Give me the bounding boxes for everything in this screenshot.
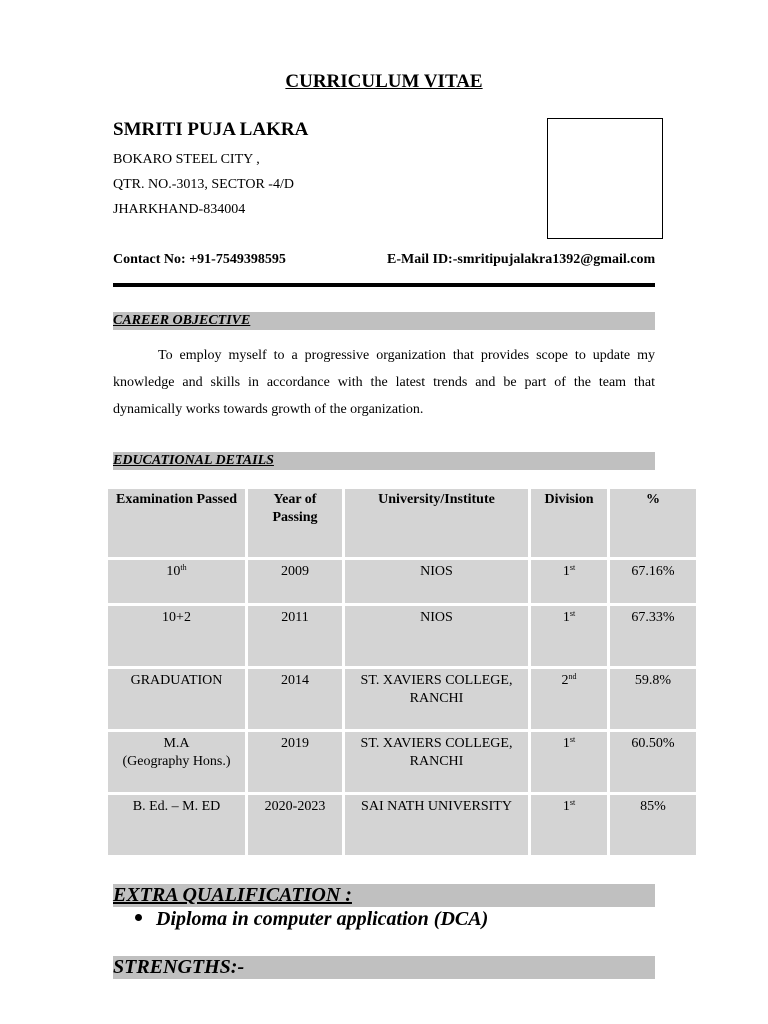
division-sup: st	[569, 609, 576, 618]
cell-percent: 67.16%	[610, 560, 696, 603]
section-heading-career: CAREER OBJECTIVE	[113, 312, 655, 330]
exam-value: 10	[166, 564, 181, 579]
email-address: E-Mail ID:-smritipujalakra1392@gmail.com	[387, 252, 656, 267]
cell-exam: 10+2	[108, 606, 245, 666]
table-row	[108, 606, 696, 666]
cell-institute: SAI NATH UNIVERSITY	[345, 795, 528, 855]
section-heading-extra-qualification: EXTRA QUALIFICATION :	[113, 884, 655, 907]
division-sup: nd	[568, 672, 577, 681]
table-row	[108, 795, 696, 855]
extra-qualification-item: Diploma in computer application (DCA)	[156, 908, 489, 930]
address-line-2: QTR. NO.-3013, SECTOR -4/D	[113, 177, 294, 192]
candidate-name: SMRITI PUJA LAKRA	[113, 119, 309, 140]
cell-division	[531, 606, 607, 666]
table-row	[108, 732, 696, 792]
col-header-institute: University/Institute	[345, 489, 528, 557]
institute-line-1: ST. XAVIERS COLLEGE,	[360, 673, 513, 688]
cell-year: 2014	[248, 669, 342, 729]
division-value: 1	[562, 564, 570, 579]
institute-line-2: RANCHI	[409, 754, 464, 769]
cell-percent: 67.33%	[610, 606, 696, 666]
col-header-percent: %	[610, 489, 696, 557]
cell-year: 2019	[248, 732, 342, 792]
cell-division	[531, 732, 607, 792]
list-item	[135, 908, 488, 931]
education-table	[105, 486, 699, 858]
division-value: 1	[562, 799, 570, 814]
division-sup: st	[569, 798, 576, 807]
career-objective-text: To employ myself to a progressive organization that provides scope to update my knowledge and skills in accordance with the latest trends and be part of the team that dynamically works towards growth of the organization.	[113, 348, 655, 417]
address-line-1: BOKARO STEEL CITY ,	[113, 152, 260, 167]
section-heading-strengths: STRENGTHS:-	[113, 956, 655, 979]
col-header-division: Division	[531, 489, 607, 557]
table-row	[108, 560, 696, 603]
table-row	[108, 669, 696, 729]
cell-percent: 59.8%	[610, 669, 696, 729]
cell-exam: B. Ed. – M. ED	[108, 795, 245, 855]
division-value: 2	[561, 673, 569, 688]
table-header-row	[108, 489, 696, 557]
address-line-3: JHARKHAND-834004	[113, 202, 246, 217]
cell-division	[531, 669, 607, 729]
institute-line-2: RANCHI	[409, 691, 464, 706]
cell-percent: 85%	[610, 795, 696, 855]
cell-percent: 60.50%	[610, 732, 696, 792]
document-title: CURRICULUM VITAE	[285, 71, 483, 92]
cell-institute	[345, 669, 528, 729]
division-value: 1	[562, 610, 570, 625]
cell-institute: NIOS	[345, 560, 528, 603]
exam-sup: th	[180, 563, 187, 572]
cell-exam	[108, 560, 245, 603]
institute-line-1: ST. XAVIERS COLLEGE,	[360, 736, 513, 751]
col-header-year: Year of Passing	[248, 489, 342, 557]
cell-year: 2020-2023	[248, 795, 342, 855]
cell-division	[531, 560, 607, 603]
bullet-icon	[135, 914, 142, 921]
exam-line-1: M.A	[163, 736, 190, 751]
division-value: 1	[562, 736, 570, 751]
photo-placeholder	[547, 118, 663, 239]
cell-exam	[108, 732, 245, 792]
contact-number: Contact No: +91-7549398595	[113, 252, 286, 267]
header-divider	[113, 283, 655, 287]
cell-institute: NIOS	[345, 606, 528, 666]
cell-division	[531, 795, 607, 855]
cell-exam: GRADUATION	[108, 669, 245, 729]
division-sup: st	[569, 563, 576, 572]
col-header-exam: Examination Passed	[108, 489, 245, 557]
cell-institute	[345, 732, 528, 792]
division-sup: st	[569, 735, 576, 744]
exam-line-2: (Geography Hons.)	[122, 754, 231, 769]
section-heading-education: EDUCATIONAL DETAILS	[113, 452, 655, 470]
cell-year: 2009	[248, 560, 342, 603]
cell-year: 2011	[248, 606, 342, 666]
